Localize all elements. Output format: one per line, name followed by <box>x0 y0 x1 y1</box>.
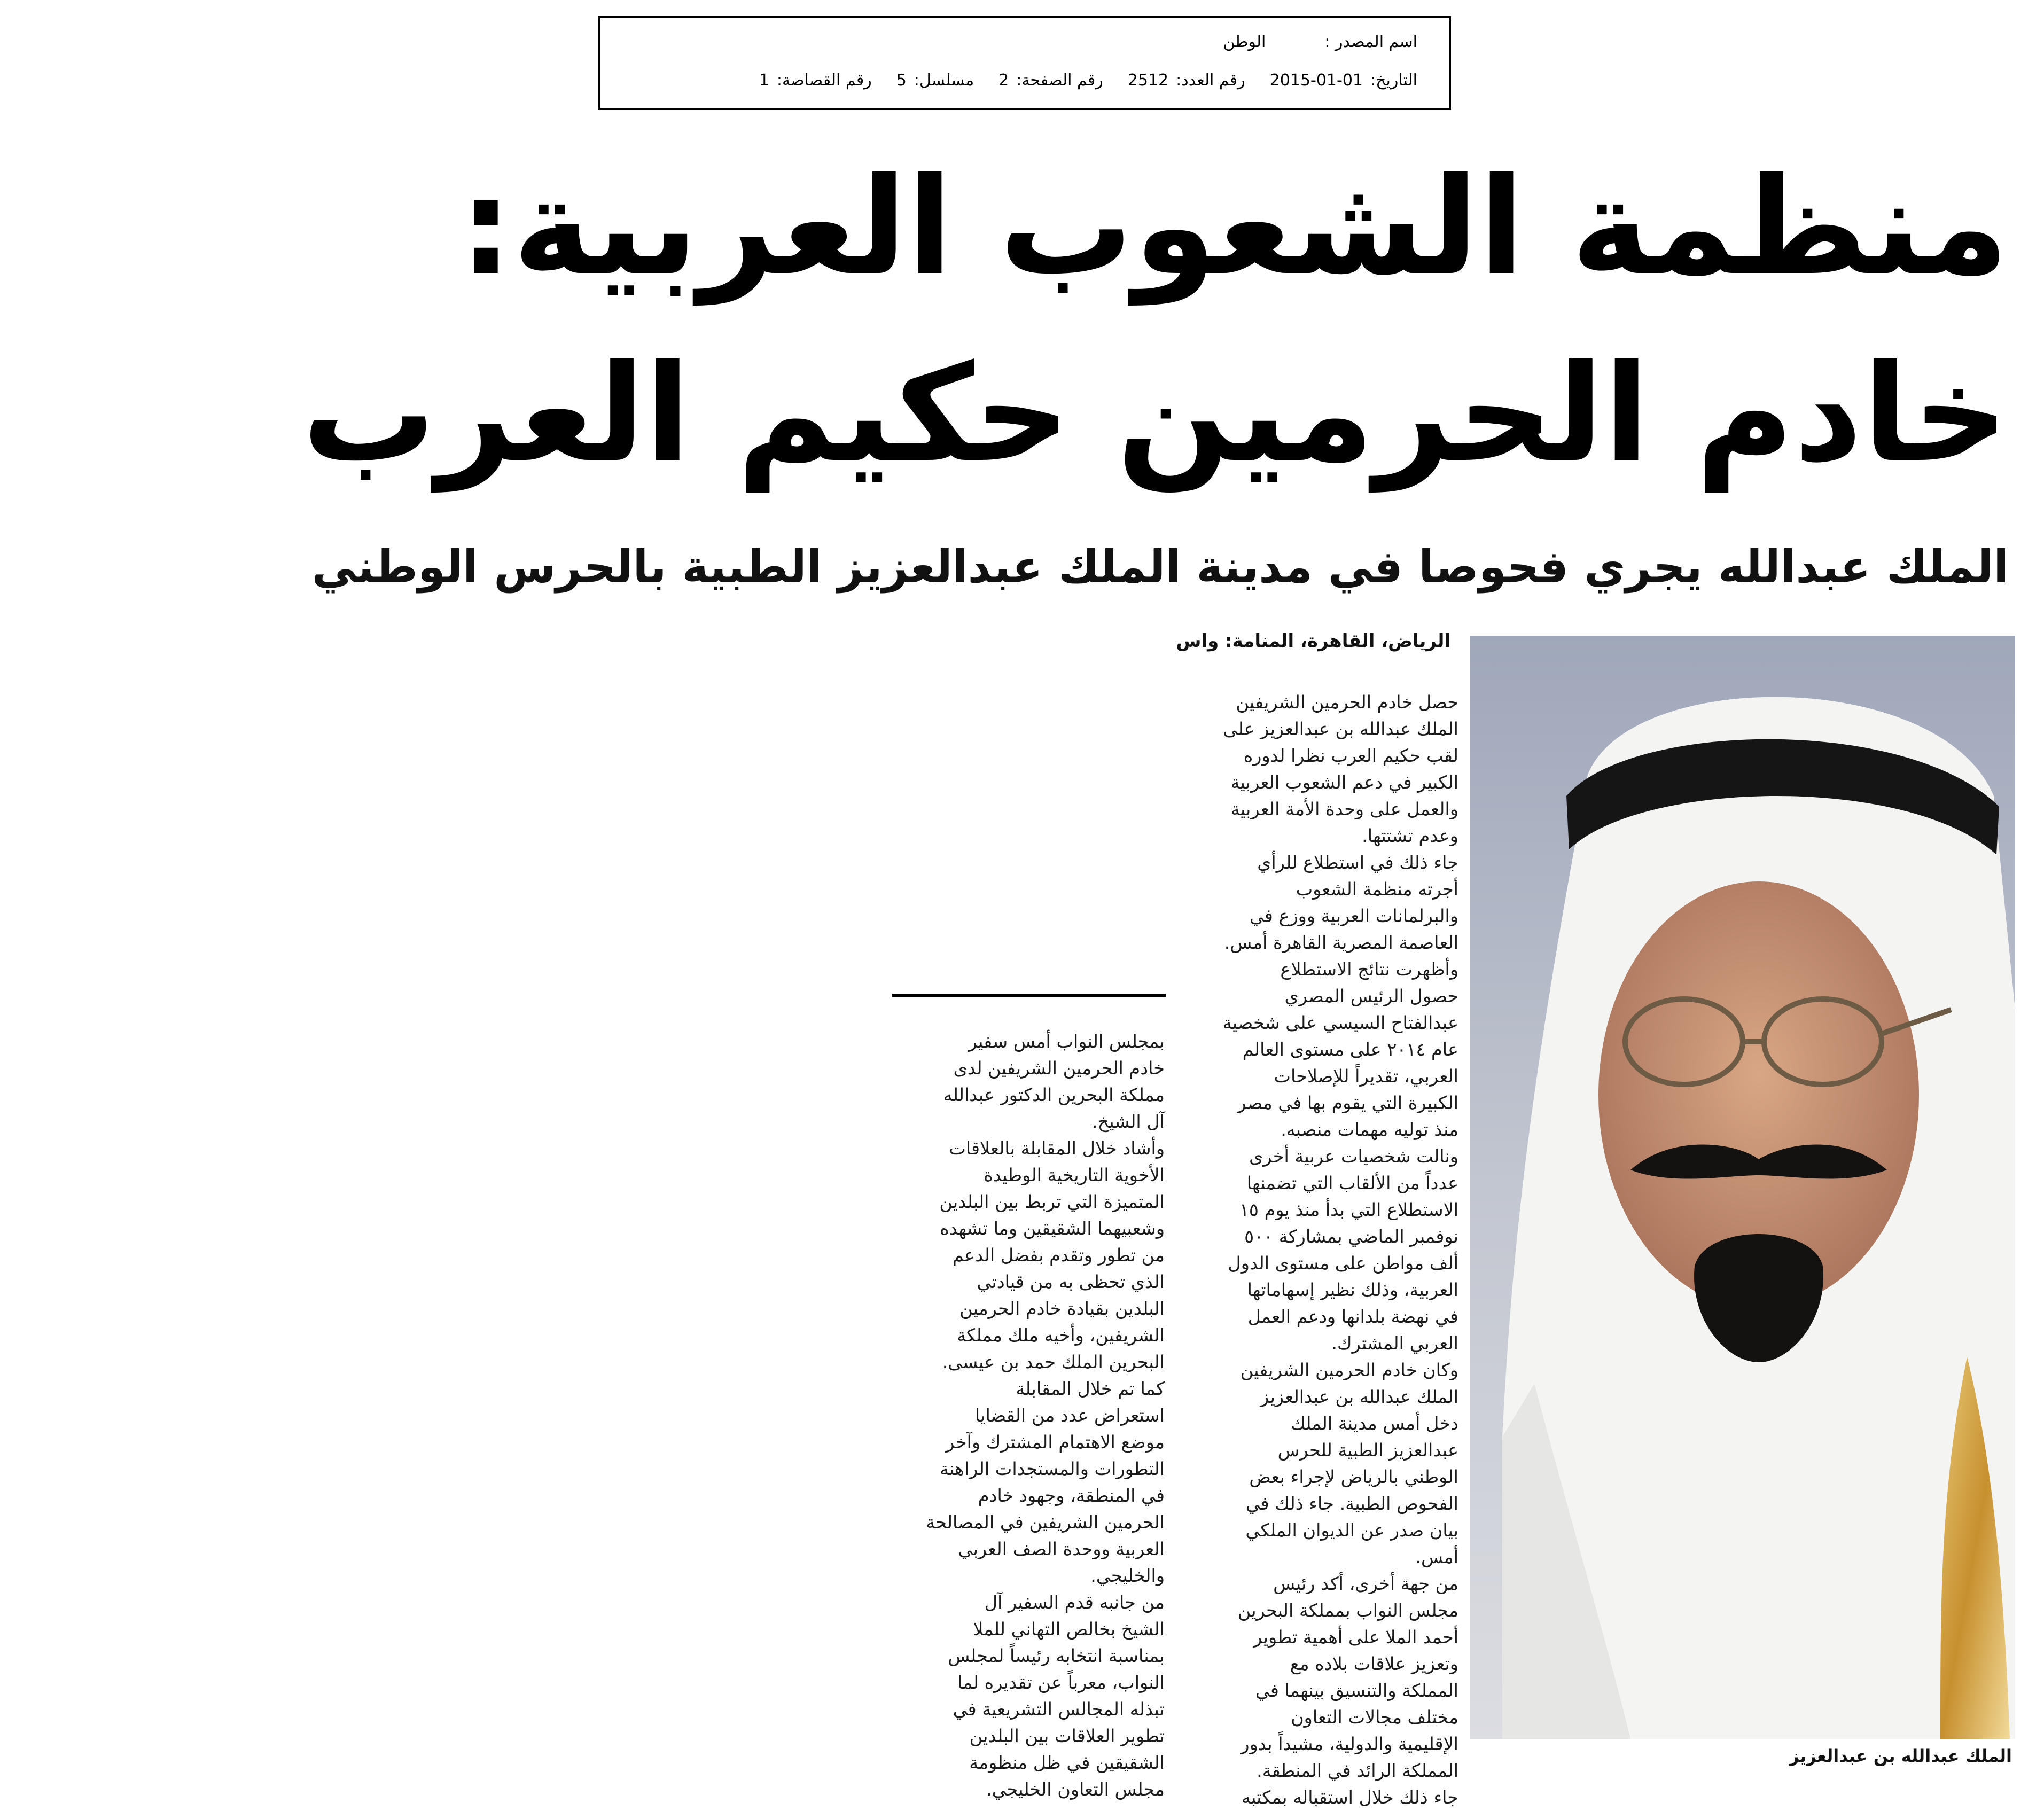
article-line: والبرلمانات العربية ووزع في <box>1249 906 1458 926</box>
photo-caption: الملك عبدالله بن عبدالعزيز <box>1789 1746 2012 1766</box>
article-line: الحرمين الشريفين في المصالحة <box>926 1512 1165 1533</box>
meta-serial-label: مسلسل: <box>914 71 974 90</box>
article-line: وشعبيهما الشقيقين وما تشهده <box>940 1218 1165 1239</box>
portrait-photo <box>1470 636 2015 1739</box>
article-line: الشيخ بخالص التهاني للملا <box>973 1619 1165 1640</box>
headline-line-2: خادم الحرمين حكيم العرب <box>302 336 2009 491</box>
column-divider-rule <box>892 994 1166 997</box>
article-line: في المنطقة، وجهود خادم <box>978 1485 1165 1506</box>
subheadline: الملك عبدالله يجري فحوصا في مدينة الملك عبدالعزيز الطبية بالحرس الوطني <box>311 541 2009 593</box>
article-line: جاء ذلك خلال استقباله بمكتبه <box>1242 1787 1458 1808</box>
article-line: بمجلس النواب أمس سفير <box>968 1031 1165 1052</box>
article-line: العاصمة المصرية القاهرة أمس. <box>1224 932 1458 953</box>
article-line: المتميزة التي تربط بين البلدين <box>939 1191 1165 1212</box>
meta-page <box>998 71 1103 90</box>
meta-issue-value: 2512 <box>1127 71 1169 90</box>
article-line: موضع الاهتمام المشترك وآخر <box>946 1432 1165 1453</box>
article-line: مختلف مجالات التعاون <box>1291 1707 1458 1728</box>
meta-page-label: رقم الصفحة: <box>1016 71 1103 90</box>
meta-date-value: 2015-01-01 <box>1269 71 1363 90</box>
article-line: حصول الرئيس المصري <box>1284 986 1458 1006</box>
article-line: عدداً من الألقاب التي تضمنها <box>1246 1173 1458 1193</box>
meta-issue-label: رقم العدد: <box>1176 71 1245 90</box>
article-line: تطوير العلاقات بين البلدين <box>969 1726 1165 1746</box>
article-line: بيان صدر عن الديوان الملكي <box>1245 1520 1458 1541</box>
article-line: مجلس التعاون الخليجي. <box>986 1779 1165 1800</box>
article-line: آل الشيخ. <box>1091 1111 1165 1132</box>
article-line: وكان خادم الحرمين الشريفين <box>1240 1360 1458 1380</box>
meta-source-value: الوطن <box>1223 33 1266 51</box>
article-line: الوطني بالرياض لإجراء بعض <box>1249 1466 1458 1487</box>
meta-date-label: التاريخ: <box>1370 71 1417 90</box>
article-column-2 <box>898 1028 1165 1803</box>
article-line: العربي، تقديراً للإصلاحات <box>1274 1066 1458 1087</box>
article-line: من جهة أخرى، أكد رئيس <box>1273 1573 1458 1594</box>
article-line: والخليجي. <box>1090 1565 1165 1586</box>
article-line: مجلس النواب بمملكة البحرين <box>1237 1600 1458 1621</box>
portrait-illustration <box>1470 636 2015 1739</box>
article-column-1 <box>1181 689 1458 1811</box>
meta-page-value: 2 <box>998 71 1009 90</box>
article-line: الكبير في دعم الشعوب العربية <box>1230 772 1458 793</box>
article-line: خادم الحرمين الشريفين لدى <box>953 1058 1165 1079</box>
article-line: من جانبه قدم السفير آل <box>984 1592 1165 1613</box>
article-line: بمناسبة انتخابه رئيساً لمجلس <box>948 1645 1165 1666</box>
article-line: البحرين الملك حمد بن عيسى. <box>942 1352 1165 1372</box>
article-line: البلدين بقيادة خادم الحرمين <box>959 1298 1165 1319</box>
meta-clip-label: رقم القصاصة: <box>776 71 872 90</box>
article-line: عبدالفتاح السيسي على شخصية <box>1222 1012 1458 1033</box>
article-dateline: الرياض، القاهرة، المنامة: واس <box>1176 630 1450 652</box>
article-line: وأظهرت نتائج الاستطلاع <box>1280 959 1458 980</box>
article-line: منذ توليه مهمات منصبه. <box>1281 1119 1458 1140</box>
article-line: العربية، وذلك نظير إسهاماتها <box>1247 1279 1458 1300</box>
article-line: الاستطلاع التي بدأ منذ يوم ١٥ <box>1239 1199 1458 1220</box>
article-line: مملكة البحرين الدكتور عبدالله <box>943 1084 1165 1105</box>
article-line: من تطور وتقدم بفضل الدعم <box>952 1245 1165 1266</box>
article-line: جاء ذلك في استطلاع للرأي <box>1257 852 1458 873</box>
article-line: وتعزيز علاقات بلاده مع <box>1290 1653 1458 1674</box>
article-line: التطورات والمستجدات الراهنة <box>940 1458 1165 1479</box>
meta-serial-value: 5 <box>896 71 907 90</box>
article-line: المملكة والتنسيق بينهما في <box>1255 1680 1458 1701</box>
article-line: استعراض عدد من القضايا <box>974 1405 1165 1426</box>
article-line: وعدم تشتتها. <box>1362 825 1458 846</box>
meta-source-label: اسم المصدر : <box>1324 33 1417 51</box>
meta-details-row <box>759 71 1417 90</box>
source-metadata-box <box>598 16 1451 110</box>
meta-date <box>1270 71 1417 90</box>
article-line: العربي المشترك. <box>1331 1333 1458 1354</box>
article-line: الشريفين، وأخيه ملك مملكة <box>957 1325 1165 1346</box>
article-line: الملك عبدالله بن عبدالعزيز على <box>1223 719 1458 739</box>
article-line: كما تم خلال المقابلة <box>1016 1378 1165 1399</box>
article-line: أحمد الملا على أهمية تطوير <box>1253 1627 1458 1648</box>
article-line: وأشاد خلال المقابلة بالعلاقات <box>949 1138 1165 1159</box>
article-line: أمس. <box>1415 1547 1458 1567</box>
meta-clip <box>759 71 872 90</box>
article-line: المملكة الرائد في المنطقة. <box>1257 1760 1458 1781</box>
article-line: النواب، معرباً عن تقديره لما <box>957 1672 1165 1693</box>
article-line: أجرته منظمة الشعوب <box>1296 879 1458 900</box>
article-line: عبدالعزيز الطبية للحرس <box>1277 1440 1458 1461</box>
article-line: الذي تحظى به من قيادتي <box>977 1271 1165 1292</box>
meta-issue <box>1128 71 1245 90</box>
article-line: الأخوية التاريخية الوطيدة <box>984 1165 1165 1185</box>
meta-clip-value: 1 <box>759 71 769 90</box>
article-line: حصل خادم الحرمين الشريفين <box>1236 692 1458 713</box>
headline-line-1: منظمة الشعوب العربية: <box>459 149 2009 305</box>
article-line: الملك عبدالله بن عبدالعزيز <box>1260 1386 1458 1407</box>
article-line: والعمل على وحدة الأمة العربية <box>1230 799 1458 819</box>
article-line: لقب حكيم العرب نظرا لدوره <box>1243 745 1458 766</box>
article-line: ألف مواطن على مستوى الدول <box>1228 1253 1458 1274</box>
article-line: العربية ووحدة الصف العربي <box>958 1539 1165 1559</box>
article-line: الكبيرة التي يقوم بها في مصر <box>1237 1092 1458 1113</box>
meta-serial <box>896 71 974 90</box>
article-line: الفحوص الطبية. جاء ذلك في <box>1245 1493 1458 1514</box>
meta-source-row <box>1223 33 1417 51</box>
article-line: دخل أمس مدينة الملك <box>1290 1413 1458 1434</box>
article-line: ونالت شخصيات عربية أخرى <box>1249 1146 1458 1167</box>
article-line: عام ٢٠١٤ على مستوى العالم <box>1242 1039 1458 1060</box>
article-line: في نهضة بلدانها ودعم العمل <box>1247 1306 1458 1327</box>
article-line: الشقيقين في ظل منظومة <box>969 1752 1165 1773</box>
article-line: تبذله المجالس التشريعية في <box>953 1699 1165 1720</box>
article-line: نوفمبر الماضي بمشاركة ٥٠٠ <box>1244 1226 1458 1247</box>
article-line: الإقليمية والدولية، مشيداً بدور <box>1241 1734 1458 1754</box>
